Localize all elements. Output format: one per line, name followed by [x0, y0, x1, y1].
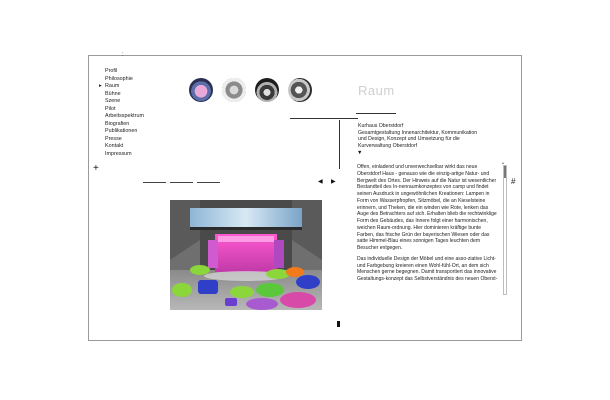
body-paragraph: Offen, einladend und unverwechselbar wirkt das neue Oberstdorf Haus - genauso wie die einzig-artige Natur- und Bergwelt des Ortes. Der Hinweis auf die Natur ist wesentlicher Bestandteil des In-nenraumkonzeptes von camp und findet seinen Ausdruck in ungewöhnlichen Kreationen: Lampen in Form von Wasserpfropfen, Sitzmöbel, die an Kieselsteine erinnern, und Theken, die ein winden wie Rote, lenken das Auge des Betrachters auf sich. Erhalten blieb die rechtwinklige Form des Gebäudes, das Innere folgt einer harmonischen, weichen Raum-ordnung. Hier dominieren kräftige bunte Farben, das frische Grün der bayerischen Wiesen oder das satte Himmel-Blau eines sonnigen Tages leuchten dem Besucher entgegen. [357, 164, 497, 251]
next-arrow-icon[interactable]: ▶ [331, 179, 336, 185]
gallery-thumbnail-lamp[interactable] [222, 78, 246, 102]
divider-line-vertical [339, 120, 340, 169]
nav-item-arbeitsspektrum[interactable]: Arbeitsspektrum [105, 113, 144, 119]
nav-item-profil[interactable]: Profil [105, 68, 118, 74]
scrollbar-thumb[interactable] [504, 166, 506, 178]
nav-item-szene[interactable]: Szene [105, 98, 121, 104]
gallery-thumbnail-interior-pink[interactable] [189, 78, 213, 102]
nav-item-pilot[interactable]: Pilot [105, 105, 116, 112]
scroll-up-icon[interactable]: ▴ [502, 160, 505, 165]
nav-item-kontakt[interactable]: Kontakt [105, 143, 124, 149]
hash-icon[interactable]: # [511, 177, 516, 186]
nav-item-impressum[interactable]: Impressum [105, 150, 132, 157]
project-description: und Design, Konzept und Umsetzung für die [358, 136, 460, 143]
scrollbar[interactable] [503, 165, 507, 295]
nav-item-buehne[interactable]: Bühne [105, 90, 121, 97]
main-gallery-image [170, 200, 322, 310]
project-intro [358, 123, 498, 149]
gallery-thumbnail-detail[interactable] [288, 78, 312, 102]
page-title: Raum [358, 83, 395, 98]
gallery-indicator-dash[interactable] [170, 182, 193, 183]
divider-line [290, 118, 358, 119]
project-name: Kurhaus Oberstdorf [358, 123, 404, 129]
project-description: Gesamtgestaltung Innenarchitektur, Kommunikation [358, 129, 478, 136]
gallery-indicator-dash[interactable] [143, 182, 166, 183]
top-marker: : [122, 52, 124, 58]
active-marker-icon: ▸ [99, 83, 102, 89]
nav-item-raum[interactable]: ▸ Raum [99, 83, 120, 89]
nav-item-publikationen[interactable]: Publikationen [105, 128, 138, 134]
body-paragraph: Das individuelle Design der Möbel und eine asso-ziative Licht- und Farbgebung kreieren einen Wohl-fühl-Ort, an dem sich Menschen gerne begegnen. Damit transportiert das innovative Gestaltungs-konzept das Selbstverständnis des neuen Oberst- [357, 255, 498, 282]
nav-item-biografien[interactable]: Biografien [105, 120, 130, 127]
plus-icon[interactable]: + [93, 163, 99, 174]
project-client: Kurverwaltung Oberstdorf [358, 142, 418, 149]
previous-arrow-icon[interactable]: ◀ [318, 179, 323, 185]
text-cursor-icon [337, 321, 340, 327]
divider-line [356, 113, 396, 114]
nav-item-presse[interactable]: Presse [105, 135, 122, 142]
interior-photo [170, 200, 322, 310]
nav-item-philosophie[interactable]: Philosophie [105, 75, 133, 82]
main-navigation [99, 68, 172, 158]
body-text-scroll-area[interactable] [357, 164, 499, 315]
gallery-thumbnail-ceiling[interactable] [255, 78, 279, 102]
expand-down-icon[interactable]: ▼ [357, 150, 363, 156]
gallery-indicator-dash[interactable] [197, 182, 220, 183]
